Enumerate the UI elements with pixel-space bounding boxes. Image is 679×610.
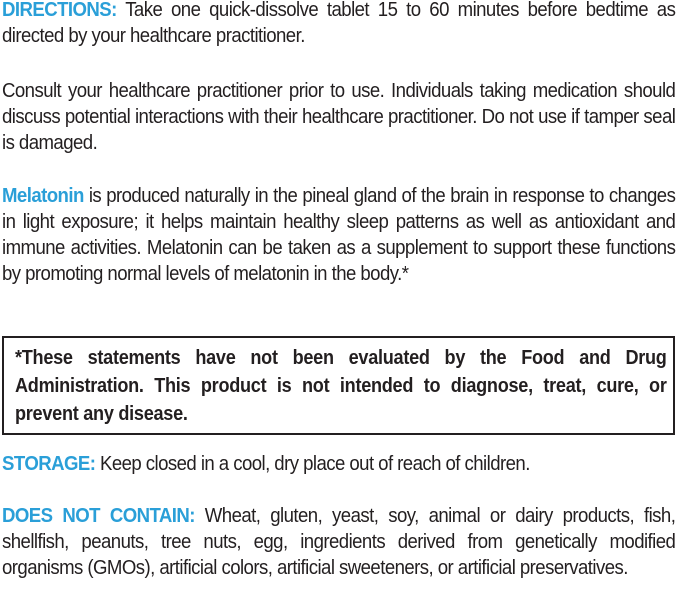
directions-paragraph <box>2 0 675 49</box>
does-not-contain-paragraph <box>2 503 675 581</box>
melatonin-text: is produced naturally in the pineal gland of the brain in response to changes in light exposure; it helps maintain healthy sleep patterns as well as antioxidant and immune activities. Melatonin can be taken as a supplement to support these functions by promoting normal levels of melatonin in the body.* <box>2 185 676 285</box>
does-not-contain-text: Wheat, gluten, yeast, soy, animal or dairy products, fish, shellfish, peanuts, tree nuts, egg, ingredients derived from genetically modified organisms (GMOs), artificial colors, artificial sweeteners, or artificial preservatives. <box>2 505 676 579</box>
does-not-contain-label: DOES NOT CONTAIN: <box>2 505 195 527</box>
storage-text: Keep closed in a cool, dry place out of reach of children. <box>95 453 530 475</box>
storage-paragraph <box>2 451 675 477</box>
fda-disclaimer-text: *These statements have not been evaluated by the Food and Drug Administration. This product is not intended to diagnose, treat, cure, or prevent any disease. <box>15 347 667 425</box>
directions-text: Take one quick-dissolve tablet 15 to 60 minutes before bedtime as directed by your healthcare practitioner. <box>2 0 676 47</box>
caution-paragraph <box>2 78 675 156</box>
melatonin-paragraph <box>2 183 675 287</box>
storage-label: STORAGE: <box>2 453 96 475</box>
melatonin-label: Melatonin <box>2 185 84 207</box>
fda-disclaimer-box <box>2 336 675 435</box>
directions-label: DIRECTIONS: <box>2 0 117 21</box>
caution-text: Consult your healthcare practitioner prior to use. Individuals taking medication should discuss potential interactions with their healthcare practitioner. Do not use if tamper seal is damaged. <box>2 80 676 154</box>
